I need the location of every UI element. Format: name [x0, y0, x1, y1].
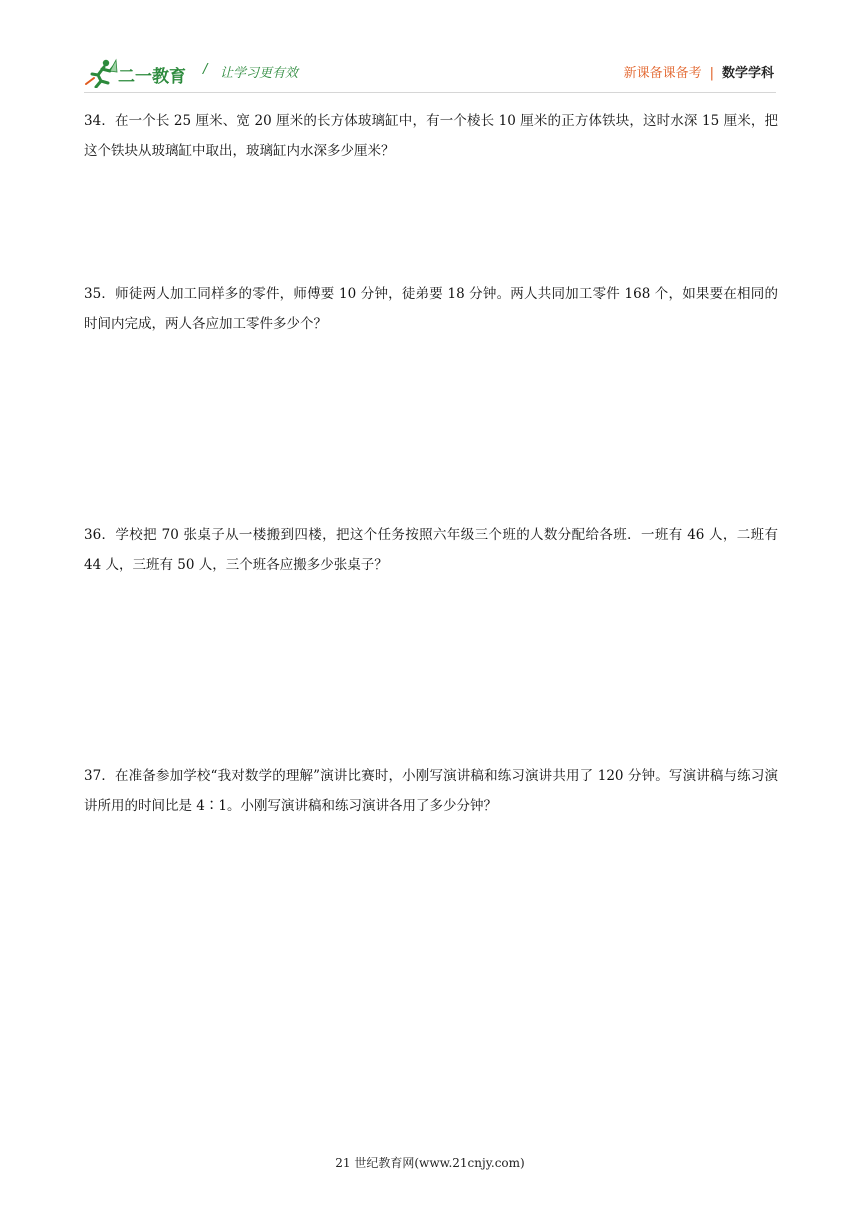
header-right [624, 62, 774, 81]
page-header [84, 52, 774, 92]
question-36: 36．学校把 70 张桌子从一楼搬到四楼，把这个任务按照六年级三个班的人数分配给各班．一班有 46 人，二班有 44 人，三班有 50 人，三个班各应搬多少张桌子？ [84, 527, 778, 573]
logo-text: 二一教育 [118, 67, 186, 87]
slogan-divider: / [203, 62, 208, 77]
question-34: 34．在一个长 25 厘米、宽 20 厘米的长方体玻璃缸中，有一个棱长 10 厘米的正方体铁块，这时水深 15 厘米，把这个铁块从玻璃缸中取出，玻璃缸内水深多少厘米？ [84, 113, 778, 159]
running-figure-icon [84, 58, 118, 88]
header-tag: 新课备课备考 [623, 66, 702, 81]
question-37: 37．在准备参加学校“我对数学的理解”演讲比赛时，小刚写演讲稿和练习演讲共用了 120 分钟。写演讲稿与练习演讲所用的时间比是 4∶1。小刚写演讲稿和练习演讲各用了多少分钟？ [84, 768, 778, 814]
question-35: 35．师徒两人加工同样多的零件，师傅要 10 分钟，徒弟要 18 分钟。两人共同加工零件 168 个，如果要在相同的时间内完成，两人各应加工零件多少个？ [84, 286, 778, 332]
slogan: 让学习更有效 [220, 66, 299, 81]
subject-label: 数学学科 [721, 66, 774, 81]
header-divider [84, 92, 776, 93]
page-footer: 21 世纪教育网(www.21cnjy.com) [335, 1156, 525, 1170]
header-separator: | [709, 66, 714, 81]
brand-logo [84, 58, 186, 88]
